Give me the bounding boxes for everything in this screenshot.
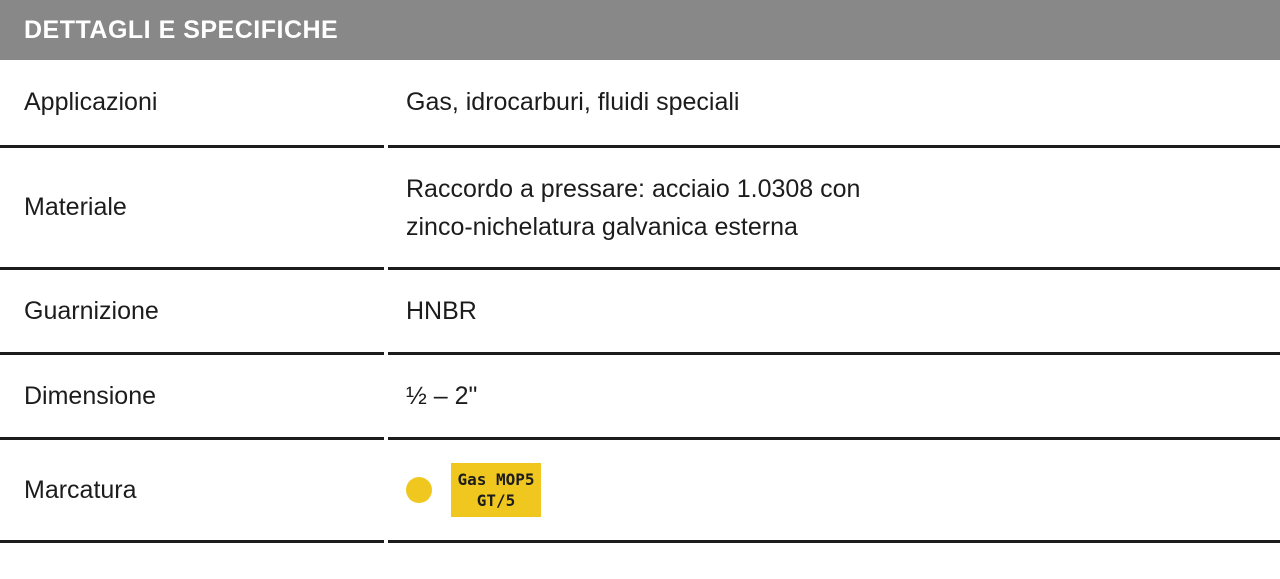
row-label: Applicazioni	[0, 60, 384, 148]
table-row-applicazioni	[0, 60, 1280, 148]
row-label: Marcatura	[0, 440, 384, 543]
row-value: HNBR	[388, 270, 1280, 355]
marking-badge	[451, 463, 541, 517]
yellow-dot-icon	[406, 477, 432, 503]
marking-indicators	[406, 463, 541, 517]
marking-badge-line-2: GT/5	[476, 491, 516, 510]
row-value-text	[406, 170, 860, 246]
marking-badge-line-1: Gas MOP5	[457, 470, 535, 489]
value-line-1: Raccordo a pressare: acciaio 1.0308 con	[406, 174, 861, 203]
section-header	[0, 0, 1280, 60]
table-row-marcatura	[0, 440, 1280, 543]
row-value: Gas, idrocarburi, fluidi speciali	[388, 60, 1280, 148]
table-row-guarnizione	[0, 270, 1280, 355]
row-value: ½ – 2"	[388, 355, 1280, 440]
row-label: Guarnizione	[0, 270, 384, 355]
table-row-dimensione	[0, 355, 1280, 440]
row-value	[388, 148, 1280, 270]
row-value	[388, 440, 1280, 543]
row-label: Dimensione	[0, 355, 384, 440]
section-header-title: DETTAGLI E SPECIFICHE	[24, 15, 339, 44]
row-label: Materiale	[0, 148, 384, 270]
value-line-2: zinco-nichelatura galvanica esterna	[406, 212, 798, 241]
table-row-materiale	[0, 148, 1280, 270]
